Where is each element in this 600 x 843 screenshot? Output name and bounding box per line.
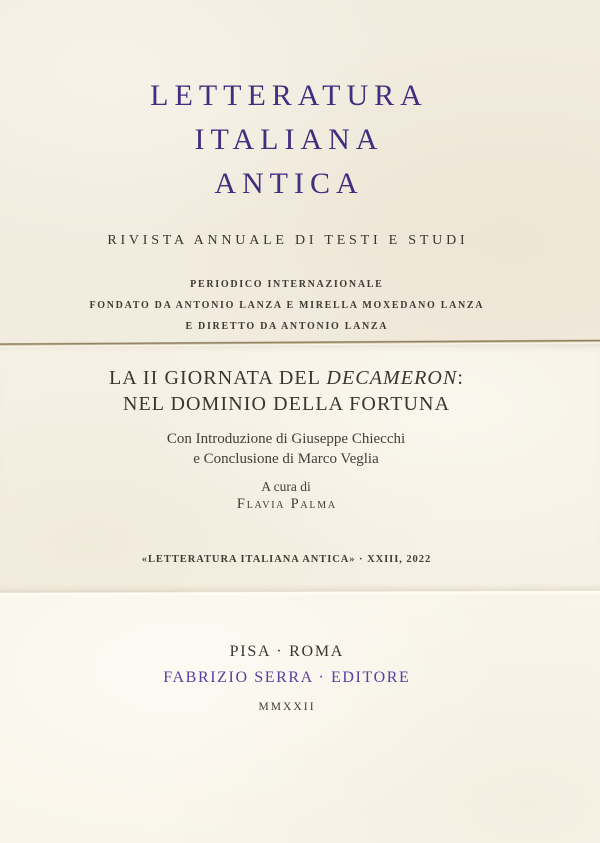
volume-title-suffix: : bbox=[457, 367, 465, 389]
curated-by-label: A cura di bbox=[261, 479, 311, 494]
imprint-publisher: FABRIZIO SERRA · EDITORE bbox=[163, 669, 411, 686]
imprint-sheet bbox=[0, 593, 600, 843]
imprint-cities: PISA · ROMA bbox=[229, 643, 345, 660]
volume-title-card bbox=[0, 344, 600, 593]
journal-info-line-2: FONDATO DA ANTONIO LANZA E MIRELLA MOXEDANO LANZA bbox=[89, 300, 485, 311]
journal-info-line-3: E DIRETTO DA ANTONIO LANZA bbox=[185, 321, 389, 332]
journal-title-line-2: ITALIANA bbox=[194, 123, 384, 156]
journal-subtitle: RIVISTA ANNUALE DI TESTI E STUDI bbox=[107, 233, 469, 248]
volume-title-line-2: NEL DOMINIO DELLA FORTUNA bbox=[122, 393, 451, 415]
journal-title-line-3: ANTICA bbox=[214, 167, 364, 200]
volume-title bbox=[0, 365, 572, 417]
journal-info bbox=[0, 274, 572, 337]
volume-title-italic-word: DECAMERON bbox=[326, 367, 458, 389]
journal-info-line-1: PERIODICO INTERNAZIONALE bbox=[190, 279, 384, 290]
masthead-sheet bbox=[0, 0, 600, 344]
curator-name: Flavia Palma bbox=[236, 496, 337, 512]
imprint-year: MMXXII bbox=[258, 701, 316, 713]
volume-title-line-1 bbox=[0, 365, 572, 391]
journal-title-line-1: LETTERATURA bbox=[150, 79, 428, 112]
series-reference: «LETTERATURA ITALIANA ANTICA» · XXIII, 2022 bbox=[141, 554, 432, 565]
volume-intro-line-2: e Conclusione di Marco Veglia bbox=[193, 451, 379, 467]
card-bottom-edge bbox=[0, 583, 600, 597]
volume-title-prefix: LA II GIORNATA DEL bbox=[108, 367, 327, 389]
volume-intro-line-1: Con Introduzione di Giuseppe Chiecchi bbox=[166, 431, 406, 447]
journal-title bbox=[0, 74, 572, 206]
volume-intro bbox=[0, 429, 572, 469]
